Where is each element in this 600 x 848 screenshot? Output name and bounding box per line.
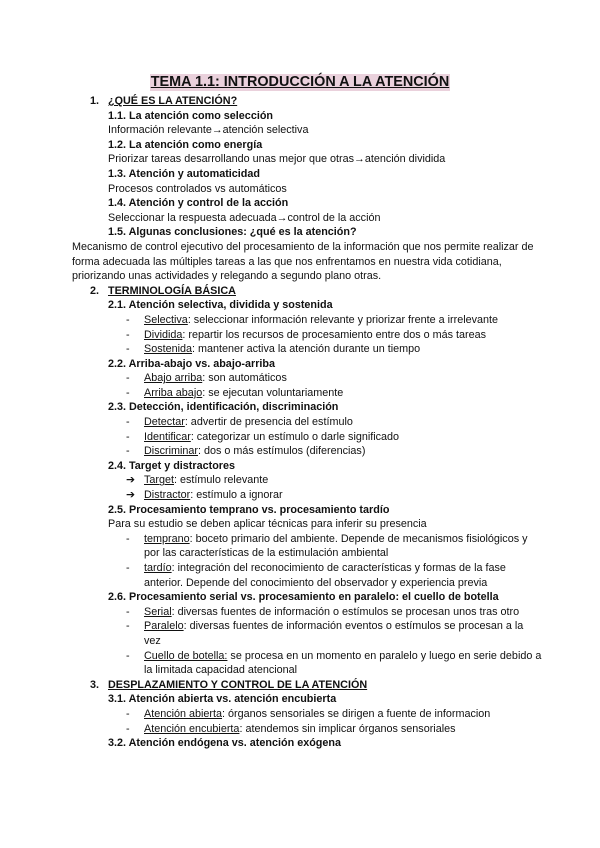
subsection-3-1-title: 3.1. Atención abierta vs. atención encubierta <box>108 693 337 706</box>
list-item: - Detectar: advertir de presencia del estímulo <box>126 416 353 429</box>
subsection-1-2-text: Priorizar tareas desarrollando unas mejor que otras→atención dividida <box>108 153 446 166</box>
subsection-2-6-title: 2.6. Procesamiento serial vs. procesamiento en paralelo: el cuello de botella <box>108 591 499 604</box>
document-body <box>72 94 542 751</box>
list-item: - Serial: diversas fuentes de información o estímulos se procesan unos tras otro <box>126 605 520 618</box>
subsection-1-5-text: Mecanismo de control ejecutivo del procesamiento de la información que nos permite realizar de forma adecuada las múltiples tareas a las que nos enfrentamos en nuestra vida cotidiana, priorizando unas actividades y relegando a segundo plano otras. <box>72 240 534 283</box>
list-item: - tardío: integración del reconocimiento de características y formas de la fase anterior. Depende del conocimiento del observador y experiencia previa <box>126 562 506 589</box>
list-item: - Dividida: repartir los recursos de procesamiento entre dos o más tareas <box>126 328 487 341</box>
subsection-2-4-title: 2.4. Target y distractores <box>108 459 236 472</box>
subsection-1-4-title: 1.4. Atención y control de la acción <box>108 197 289 210</box>
list-item: - Abajo arriba: son automáticos <box>126 372 287 385</box>
list-item: - Atención abierta: órganos sensoriales se dirigen a fuente de informacion <box>126 707 491 720</box>
list-item: - Identificar: categorizar un estímulo o darle significado <box>126 430 400 443</box>
subsection-1-4-text: Seleccionar la respuesta adecuada→control de la acción <box>108 211 381 224</box>
subsection-1-2-title: 1.2. La atención como energía <box>108 138 263 151</box>
subsection-2-5-intro: Para su estudio se deben aplicar técnicas para inferir su presencia <box>108 518 427 531</box>
list-item: ➔ Distractor: estímulo a ignorar <box>126 489 283 502</box>
subsection-1-1-text: Información relevante→atención selectiva <box>108 124 309 137</box>
list-item: - Arriba abajo: se ejecutan voluntariamente <box>126 386 344 399</box>
page-title: TEMA 1.1: INTRODUCCIÓN A LA ATENCIÓN <box>150 74 450 90</box>
section-2-heading: 2. TERMINOLOGÍA BÁSICA <box>90 284 236 297</box>
list-item: - temprano: boceto primario del ambiente. Depende de mecanismos fisiológicos y por las características de la estimulación ambiental <box>126 532 528 560</box>
subsection-2-5-title: 2.5. Procesamiento temprano vs. procesamiento tardío <box>108 503 390 516</box>
list-item: - Cuello de botella: se procesa en un momento en paralelo y luego en serie debido a la limitada capacidad atencional <box>126 649 542 677</box>
subsection-2-3-title: 2.3. Detección, identificación, discriminación <box>108 401 339 414</box>
section-3-heading: 3. DESPLAZAMIENTO Y CONTROL DE LA ATENCIÓN <box>90 678 368 691</box>
subsection-1-5-title: 1.5. Algunas conclusiones: ¿qué es la atención? <box>108 226 357 239</box>
subsection-2-1-title: 2.1. Atención selectiva, dividida y sostenida <box>108 299 333 312</box>
list-item: - Selectiva: seleccionar información relevante y priorizar frente a irrelevante <box>126 313 499 326</box>
list-item: - Sostenida: mantener activa la atención durante un tiempo <box>126 343 421 356</box>
subsection-2-2-title: 2.2. Arriba-abajo vs. abajo-arriba <box>108 357 276 370</box>
arrow-icon: ➔ <box>126 489 136 502</box>
arrow-icon: ➔ <box>126 474 136 487</box>
subsection-1-3-title: 1.3. Atención y automaticidad <box>108 167 260 180</box>
section-1-heading: 1. ¿QUÉ ES LA ATENCIÓN? <box>90 95 238 107</box>
subsection-1-1-title: 1.1. La atención como selección <box>108 109 274 122</box>
subsection-3-2-title: 3.2. Atención endógena vs. atención exógena <box>108 737 341 750</box>
list-item: ➔ Target: estímulo relevante <box>126 474 269 487</box>
subsection-1-3-text: Procesos controlados vs automáticos <box>108 182 287 195</box>
list-item: - Paralelo: diversas fuentes de información eventos o estímulos se procesan a la vez <box>126 620 524 647</box>
list-item: - Discriminar: dos o más estímulos (diferencias) <box>126 445 366 458</box>
list-item: - Atención encubierta: atendemos sin implicar órganos sensoriales <box>126 722 456 735</box>
